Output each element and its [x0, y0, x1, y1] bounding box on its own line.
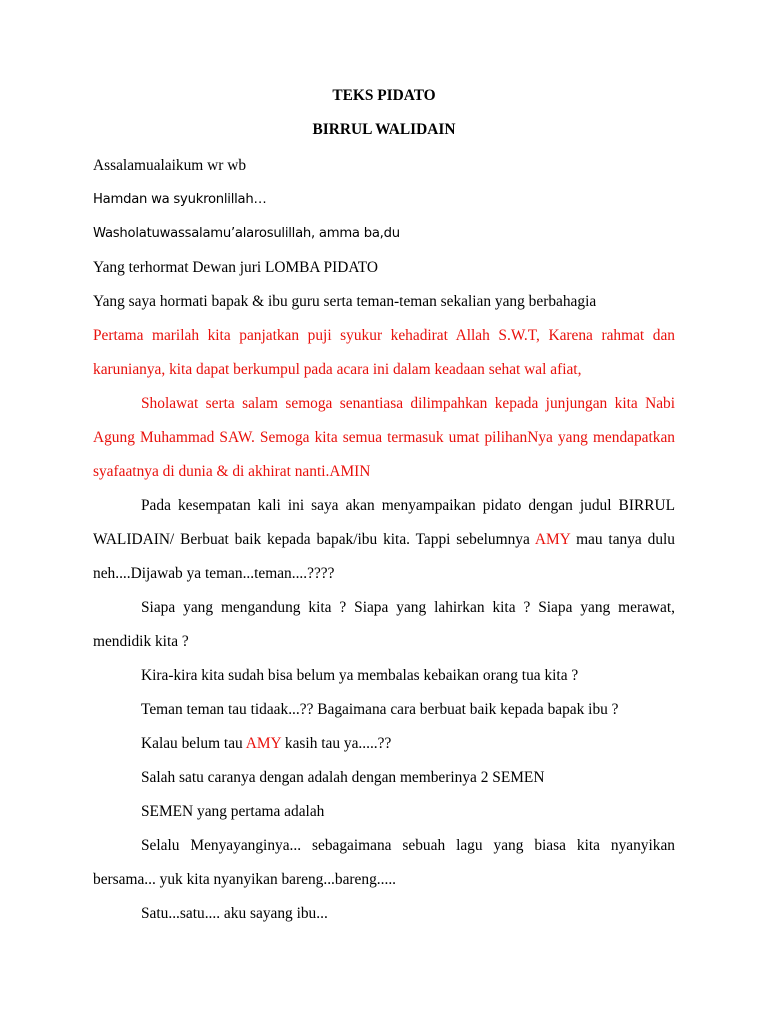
document-title: TEKS PIDATO	[332, 87, 436, 104]
paragraph-pada-text-after: mau tanya dulu neh....Dijawab ya teman...teman....????	[93, 531, 676, 582]
highlight-amy: AMY	[245, 735, 282, 752]
paragraph-pada-kesempatan	[93, 489, 675, 591]
greeting-sholawat: Washolatuwassalamu’alarosulillah, amma ba,du	[93, 226, 400, 241]
paragraph-pertama: Pertama marilah kita panjatkan puji syukur kehadirat Allah S.W.T, Karena rahmat dan karunianya, kita dapat berkumpul pada acara ini dalam keadaan sehat wal afiat,	[93, 327, 675, 378]
paragraph-selalu: Selalu Menyayanginya... sebagaimana sebuah lagu yang biasa kita nyanyikan bersama... yuk kita nyanyikan bareng...bareng.....	[93, 837, 675, 888]
highlight-amy: AMY	[534, 531, 571, 548]
line-salah-satu: Salah satu caranya dengan adalah dengan memberinya 2 SEMEN	[141, 769, 545, 786]
greeting-dewan-juri: Yang terhormat Dewan juri LOMBA PIDATO	[93, 259, 378, 276]
greeting-hamdan: Hamdan wa syukronlillah…	[93, 192, 267, 207]
line-teman-teman: Teman teman tau tidaak...?? Bagaimana cara berbuat baik kepada bapak ibu ?	[141, 701, 619, 718]
greeting-guru-teman: Yang saya hormati bapak & ibu guru serta teman-teman sekalian yang berbahagia	[93, 293, 597, 310]
paragraph-sholawat: Sholawat serta salam semoga senantiasa dilimpahkan kepada junjungan kita Nabi Agung Muhammad SAW. Semoga kita semua termasuk umat pilihanNya yang mendapatkan syafaatnya di dunia & di akhirat nanti.AMIN	[93, 395, 675, 480]
greeting-salam: Assalamualaikum wr wb	[93, 157, 247, 174]
paragraph-siapa: Siapa yang mengandung kita ? Siapa yang lahirkan kita ? Siapa yang merawat, mendidik kita ?	[93, 599, 675, 650]
paragraph-pada-text-before: Pada kesempatan kali ini saya akan menyampaikan pidato dengan judul BIRRUL WALIDAIN/ Berbuat baik kepada bapak/ibu kita. Tappi sebelumnya	[93, 497, 675, 548]
document-subtitle: BIRRUL WALIDAIN	[312, 121, 456, 138]
line-kalau-text-after: kasih tau ya.....??	[281, 735, 392, 752]
speech-text	[93, 83, 675, 931]
line-kalau-text-before: Kalau belum tau	[141, 735, 246, 752]
line-kalau-belum-tau	[93, 727, 675, 761]
line-kira-kira: Kira-kira kita sudah bisa belum ya membalas kebaikan orang tua kita ?	[141, 667, 579, 684]
line-semen-pertama: SEMEN yang pertama adalah	[141, 803, 325, 820]
line-satu-satu: Satu...satu.... aku sayang ibu...	[141, 905, 328, 922]
